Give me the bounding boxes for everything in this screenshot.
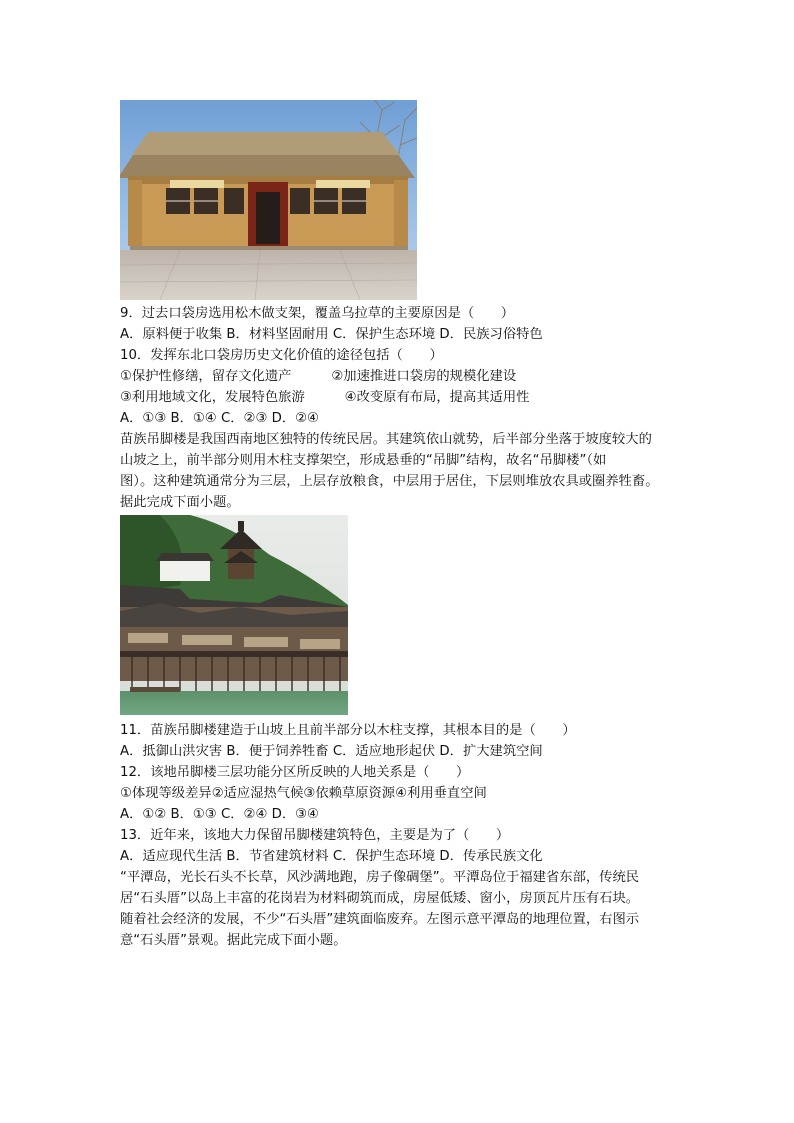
question-10-stem: 10．发挥东北口袋房历史文化价值的途径包括（ ）: [120, 348, 443, 363]
diaojiaolou-image: [120, 515, 348, 715]
passage-shitoucuo-line: 居“石头厝”以岛上丰富的花岗岩为材料砌筑而成，房屋低矮、窗小，房顶瓦片压有石块。: [120, 891, 640, 906]
question-10-items-row-1: ①保护性修缮，留存文化遗产 ②加速推进口袋房的规模化建设: [120, 369, 517, 384]
passage-diaojiaolou-line: 山坡之上，前半部分则用木柱支撑架空，形成悬垂的“吊脚”结构，故名“吊脚楼”（如: [120, 453, 607, 468]
question-12-stem: 12．该地吊脚楼三层功能分区所反映的人地关系是（ ）: [120, 765, 470, 780]
question-13-options: A．适应现代生活 B．节省建筑材料 C．保护生态环境 D．传承民族文化: [120, 849, 543, 864]
pocket-house-photo: [120, 100, 417, 300]
question-12-items: ①体现等级差异②适应湿热气候③依赖草原资源④利用垂直空间: [120, 786, 487, 801]
pocket-house-image: [120, 100, 417, 300]
question-9-stem: 9．过去口袋房选用松木做支架，覆盖乌拉草的主要原因是（ ）: [120, 306, 515, 321]
question-10-options: A．①③ B．①④ C．②③ D．②④: [120, 411, 319, 426]
passage-shitoucuo-line: “平潭岛，光长石头不长草，风沙满地跑，房子像碉堡”。平潭岛位于福建省东部，传统民: [120, 870, 640, 885]
question-9-options: A．原料便于收集 B．材料坚固耐用 C．保护生态环境 D．民族习俗特色: [120, 327, 543, 342]
diaojiaolou-photo: [120, 515, 348, 715]
passage-diaojiaolou-line: 苗族吊脚楼是我国西南地区独特的传统民居。其建筑依山就势，后半部分坐落于坡度较大的: [120, 432, 652, 447]
question-11-stem: 11．苗族吊脚楼建造于山坡上且前半部分以木柱支撑，其根本目的是（ ）: [120, 723, 576, 738]
passage-diaojiaolou-line: 据此完成下面小题。: [120, 495, 240, 510]
question-11-options: A．抵御山洪灾害 B．便于饲养牲畜 C．适应地形起伏 D．扩大建筑空间: [120, 744, 543, 759]
passage-diaojiaolou-line: 图）。这种建筑通常分为三层，上层存放粮食，中层用于居住，下层则堆放农具或圈养牲畜。: [120, 474, 659, 489]
passage-shitoucuo-line: 随着社会经济的发展，不少“石头厝”建筑面临废弃。左图示意平潭岛的地理位置，右图示: [120, 912, 640, 927]
passage-shitoucuo-line: 意“石头厝”景观。据此完成下面小题。: [120, 933, 347, 948]
question-10-items-row-2: ③利用地域文化，发展特色旅游 ④改变原有布局，提高其适用性: [120, 390, 530, 405]
question-13-stem: 13．近年来，该地大力保留吊脚楼建筑特色，主要是为了（ ）: [120, 828, 510, 843]
question-12-options: A．①② B．①③ C．②④ D．③④: [120, 807, 319, 822]
